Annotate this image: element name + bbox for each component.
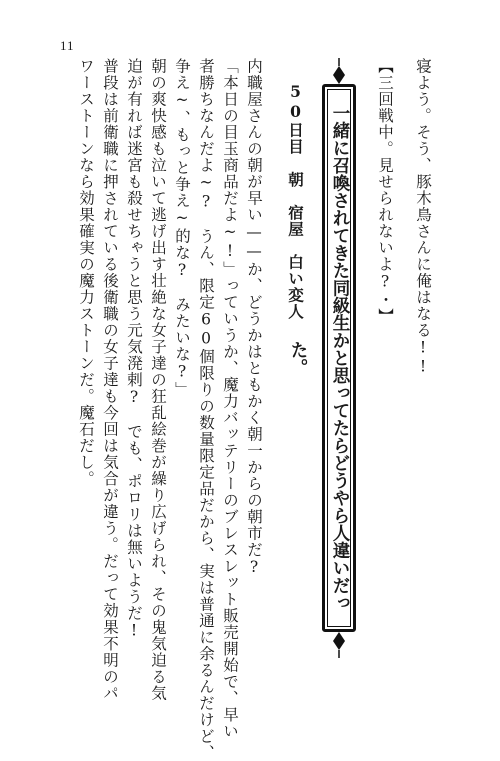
text-line-1: 寝よう。そう、豚木鳥さんに俺はなる!! <box>414 58 432 377</box>
ornament-bottom-icon <box>330 632 348 658</box>
section-heading: 50日目 朝 宿屋 白い変人 <box>286 82 305 320</box>
page-number: 11 <box>60 38 75 53</box>
text-line-4: 内職屋さんの朝が早い——か、どうかはともかく朝一からの朝市だ? <box>245 58 263 577</box>
text-line-2: 【三回戦中。見せられないよ?・】 <box>376 58 394 325</box>
text-line-10: 普段は前衛職に押されている後衛職の女子達も今回は気合が違う。だって効果不明のパ <box>101 58 119 702</box>
chapter-title: 一緒に召喚されてきた同級生かと思ってたらどうやら人違いだった。 <box>288 104 350 612</box>
text-line-8: 朝の爽快感も泣いて逃げ出す壮絶な女子達の狂乱絵巻が繰り広げられ、その鬼気迫る気 <box>149 58 167 702</box>
text-line-11: ワーストーンなら効果確実の魔力ストーンだ。魔石だし。 <box>77 58 95 487</box>
text-line-9: 迫が有れば迷宮も殺せちゃうと思う元気溌剌? でも、ポロリは無いようだ! <box>125 58 143 641</box>
text-line-6: 者勝ちなんだよ~? うん、限定60個限りの数量限定品だから、実は普通に余るんだけど、 <box>197 58 215 761</box>
ornament-top-icon <box>330 58 348 84</box>
text-line-7: 争え~、もっと争え~的な? みたいな?」 <box>173 58 191 398</box>
text-line-5: 「本日の目玉商品だよ~!」っていうか、魔力バッテリーのブレスレット販売開始で、早い <box>221 58 239 740</box>
